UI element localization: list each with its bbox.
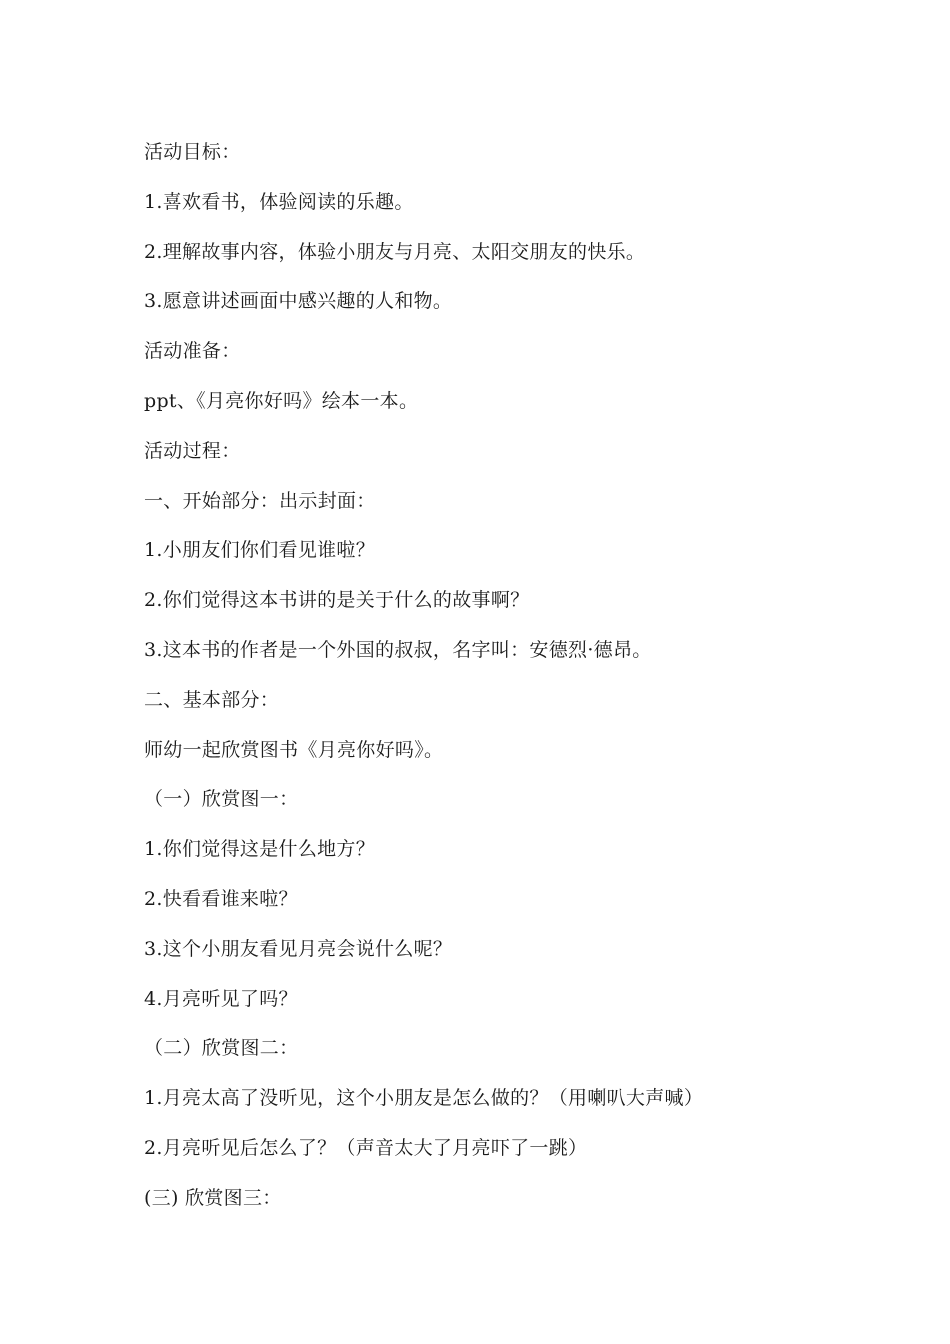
section-heading-process: 活动过程： — [144, 439, 241, 462]
picture1-item-4: 4.月亮听见了吗？ — [144, 987, 298, 1010]
subsection-heading-basic: 二、基本部分： — [144, 688, 280, 711]
picture1-item-1: 1.你们觉得这是什么地方？ — [144, 838, 376, 861]
basic-intro: 师幼一起欣赏图书《月亮你好吗》。 — [144, 738, 444, 761]
opening-item-1: 1.小朋友们你们看见谁啦？ — [144, 539, 376, 562]
picture2-item-1: 1.月亮太高了没听见，这个小朋友是怎么做的？（用喇叭大声喊） — [144, 1087, 704, 1110]
goal-item-2: 2.理解故事内容，体验小朋友与月亮、太阳交朋友的快乐。 — [144, 240, 646, 263]
picture-heading-2: （二）欣赏图二： — [144, 1037, 299, 1060]
section-heading-goals: 活动目标： — [144, 141, 241, 163]
subsection-heading-opening: 一、开始部分：出示封面： — [144, 489, 376, 512]
opening-item-3: 3.这本书的作者是一个外国的叔叔，名字叫：安德烈·德昂。 — [144, 638, 652, 661]
section-heading-preparation: 活动准备： — [144, 340, 241, 363]
picture1-item-2: 2.快看看谁来啦？ — [144, 887, 298, 910]
document-body — [144, 134, 844, 1230]
goal-item-3: 3.愿意讲述画面中感兴趣的人和物。 — [144, 290, 453, 313]
preparation-item: ppt、《月亮你好吗》绘本一本。 — [144, 389, 419, 412]
opening-item-2: 2.你们觉得这本书讲的是关于什么的故事啊？ — [144, 589, 530, 612]
picture2-item-2: 2.月亮听见后怎么了？（声音太大了月亮吓了一跳） — [144, 1136, 588, 1159]
goal-item-1: 1.喜欢看书，体验阅读的乐趣。 — [144, 190, 414, 213]
picture-heading-1: （一）欣赏图一： — [144, 788, 299, 811]
picture1-item-3: 3.这个小朋友看见月亮会说什么呢？ — [144, 937, 453, 960]
picture-heading-3: (三) 欣赏图三： — [144, 1186, 282, 1209]
